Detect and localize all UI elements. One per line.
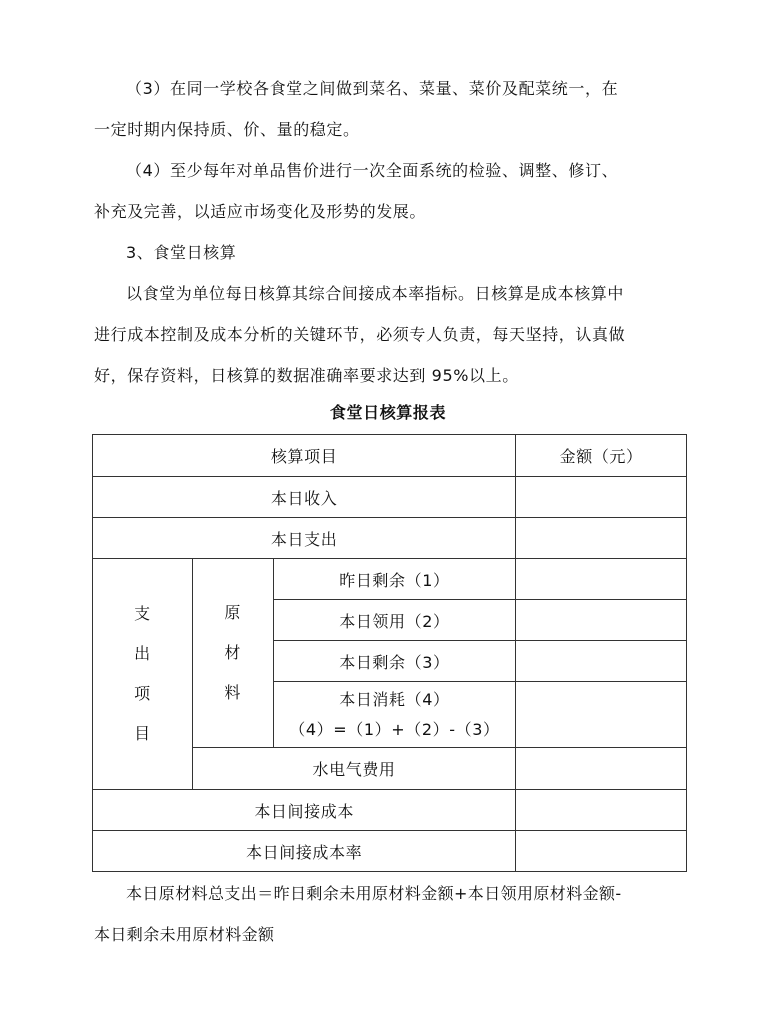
expense-group-label (93, 559, 193, 790)
header-amount-cell: 金额（元） (516, 435, 687, 477)
table-row (93, 518, 687, 559)
expense-group-char: 项 (134, 684, 151, 703)
expense-label-cell: 本日支出 (93, 518, 516, 559)
paragraph-3-line-1: （3）在同一学校各食堂之间做到菜名、菜量、菜价及配菜统一，在 (126, 79, 619, 98)
material-group-label (192, 559, 273, 748)
income-label-cell: 本日收入 (93, 477, 516, 518)
footer-note-line-2: 本日剩余未用原材料金额 (94, 925, 275, 944)
today-remaining-cell: 本日剩余（3） (273, 641, 516, 682)
expense-amount-cell (516, 518, 687, 559)
table-row (93, 477, 687, 518)
expense-group-char: 出 (134, 644, 151, 663)
body-line-1: 以食堂为单位每日核算其综合间接成本率指标。日核算是成本核算中 (126, 284, 625, 303)
table-row (93, 790, 687, 831)
paragraph-3-line-2: 一定时期内保持质、价、量的稳定。 (94, 120, 360, 139)
table-header-row (93, 435, 687, 477)
indirect-rate-cell: 本日间接成本率 (93, 831, 516, 872)
material-group-char: 材 (224, 643, 241, 662)
table-row (93, 831, 687, 872)
indirect-cost-cell: 本日间接成本 (93, 790, 516, 831)
today-consumed-cell (273, 682, 516, 748)
yesterday-remaining-amount (516, 559, 687, 600)
header-item-cell: 核算项目 (93, 435, 516, 477)
material-group-char: 原 (224, 603, 241, 622)
daily-accounting-table (92, 434, 687, 872)
section-heading: 3、食堂日核算 (126, 243, 237, 262)
table-row (93, 559, 687, 600)
table-title: 食堂日核算报表 (329, 403, 447, 422)
yesterday-remaining-cell: 昨日剩余（1） (273, 559, 516, 600)
today-received-amount (516, 600, 687, 641)
utilities-cell: 水电气费用 (192, 748, 515, 790)
today-consumed-amount (516, 682, 687, 748)
expense-group-char: 目 (134, 724, 151, 743)
today-remaining-amount (516, 641, 687, 682)
paragraph-4-line-2: 补充及完善，以适应市场变化及形势的发展。 (94, 202, 427, 221)
footer-note-line-1: 本日原材料总支出＝昨日剩余未用原材料金额+本日领用原材料金额- (126, 884, 622, 903)
income-amount-cell (516, 477, 687, 518)
paragraph-4-line-1: （4）至少每年对单品售价进行一次全面系统的检验、调整、修订、 (126, 161, 619, 180)
indirect-rate-amount (516, 831, 687, 872)
utilities-amount (516, 748, 687, 790)
expense-group-char: 支 (134, 604, 151, 623)
today-consumed-label: 本日消耗（4） (339, 689, 450, 709)
consumption-formula: （4）=（1）+（2）-（3） (289, 719, 500, 739)
today-received-cell: 本日领用（2） (273, 600, 516, 641)
indirect-cost-amount (516, 790, 687, 831)
body-line-2: 进行成本控制及成本分析的关键环节，必须专人负责，每天坚持，认真做 (94, 325, 626, 344)
body-line-3: 好，保存资料，日核算的数据准确率要求达到 95%以上。 (94, 366, 519, 385)
material-group-char: 料 (224, 683, 241, 702)
